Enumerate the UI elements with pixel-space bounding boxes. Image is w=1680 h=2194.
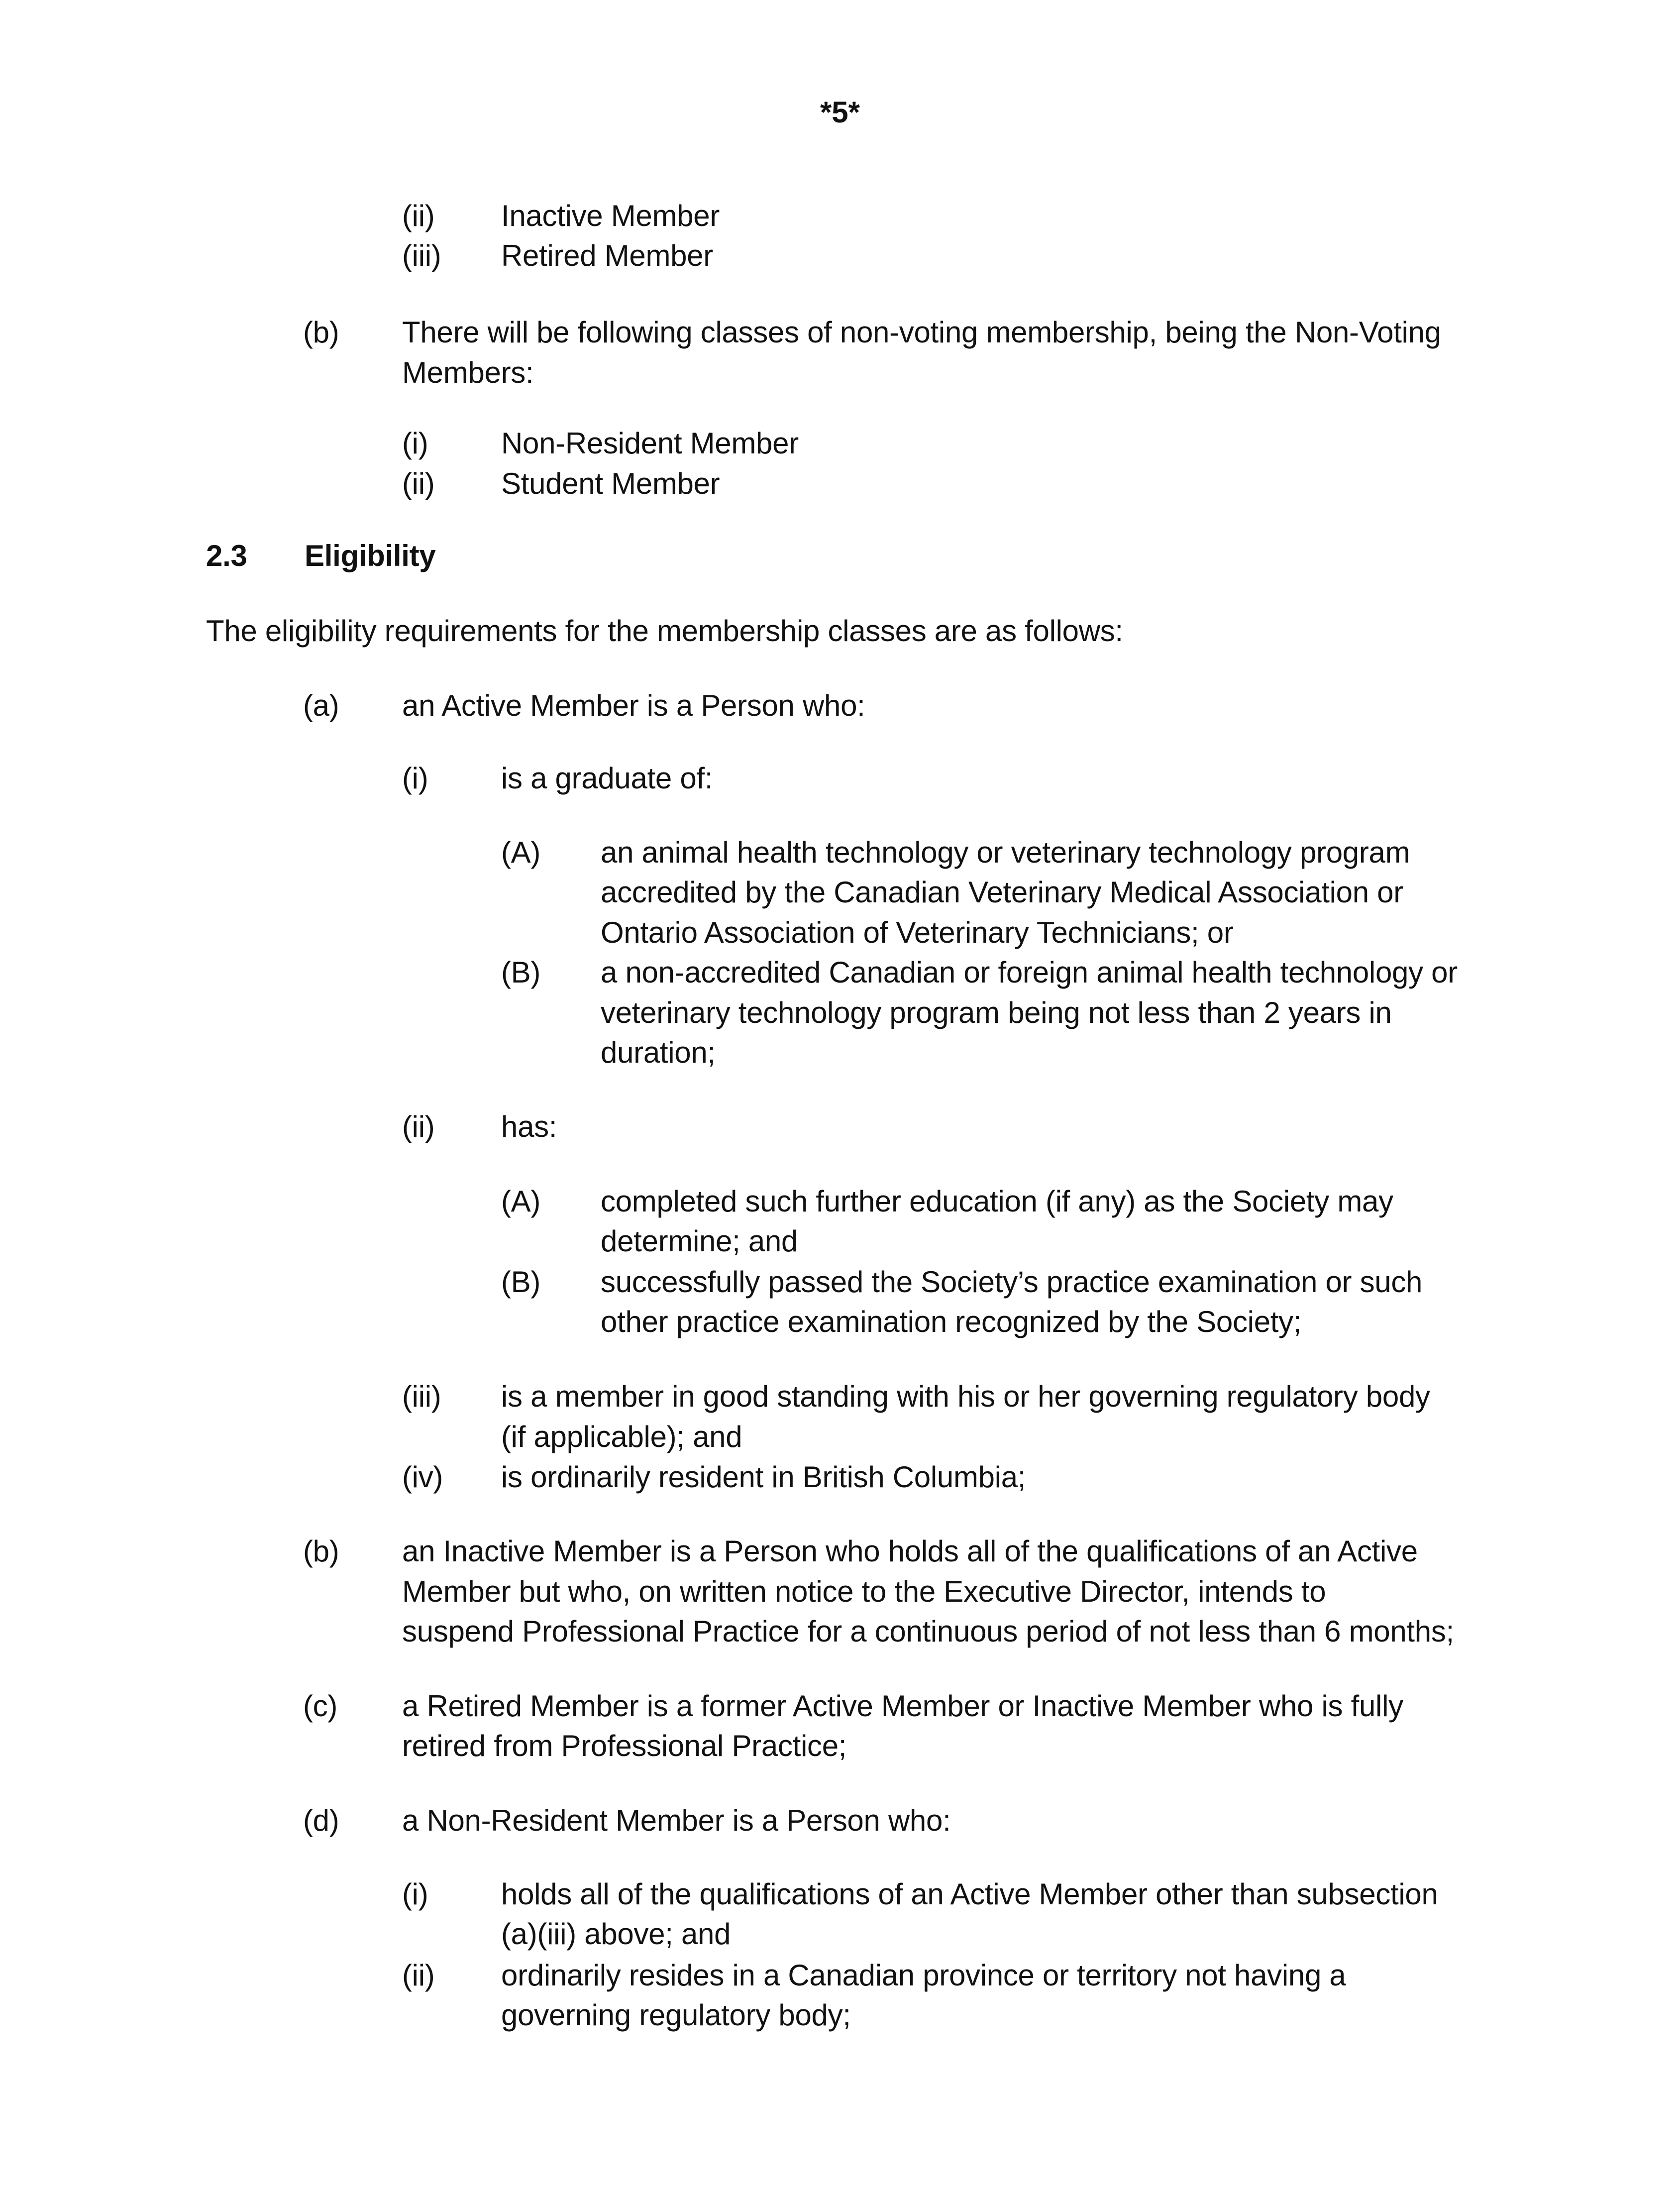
list-label: (a) <box>303 689 339 722</box>
list-label: (A) <box>501 836 541 869</box>
list-label: (B) <box>501 956 541 989</box>
list-item-text: a Non-Resident Member is a Person who: <box>402 1804 951 1837</box>
list-item-text: an animal health technology or veterinary technology program <box>601 836 1410 869</box>
list-label: (ii) <box>402 199 435 232</box>
list-item-text: determine; and <box>601 1224 798 1258</box>
list-label: (i) <box>402 1877 428 1911</box>
list-label: (i) <box>402 762 428 795</box>
list-item-text: is a graduate of: <box>501 762 713 795</box>
list-label: (c) <box>303 1689 338 1723</box>
list-label: (ii) <box>402 1110 435 1143</box>
list-label: (A) <box>501 1185 541 1218</box>
list-item-text: completed such further education (if any) as the Society may <box>601 1185 1393 1218</box>
list-item-text: ordinarily resides in a Canadian province or territory not having a <box>501 1959 1346 1992</box>
section-heading: Eligibility <box>305 539 436 572</box>
list-label: (iii) <box>402 1380 441 1413</box>
list-item-text: (if applicable); and <box>501 1420 742 1453</box>
list-item-text: suspend Professional Practice for a continuous period of not less than 6 months; <box>402 1615 1454 1648</box>
list-label: (B) <box>501 1265 541 1299</box>
list-item-text: accredited by the Canadian Veterinary Medical Association or <box>601 876 1403 909</box>
list-item-text: duration; <box>601 1036 716 1069</box>
section-number: 2.3 <box>206 539 247 572</box>
list-label: (d) <box>303 1804 339 1837</box>
page-number: *5* <box>820 96 860 129</box>
list-item-text: retired from Professional Practice; <box>402 1729 847 1762</box>
list-label: (iv) <box>402 1460 443 1494</box>
list-item-text: other practice examination recognized by the Society; <box>601 1305 1302 1338</box>
list-label: (i) <box>402 427 428 460</box>
list-item-text: an Inactive Member is a Person who holds all of the qualifications of an Active <box>402 1535 1418 1568</box>
list-item-text: Student Member <box>501 467 720 500</box>
list-item-text: a non-accredited Canadian or foreign animal health technology or <box>601 956 1458 989</box>
list-item-text: has: <box>501 1110 557 1143</box>
paragraph-line: Members: <box>402 356 534 389</box>
list-item-text: Inactive Member <box>501 199 720 232</box>
list-label: (ii) <box>402 1959 435 1992</box>
list-item-text: (a)(iii) above; and <box>501 1917 731 1951</box>
list-item-text: Ontario Association of Veterinary Technicians; or <box>601 916 1234 949</box>
list-item-text: an Active Member is a Person who: <box>402 689 865 722</box>
list-item-text: a Retired Member is a former Active Member or Inactive Member who is fully <box>402 1689 1403 1723</box>
paragraph-line: The eligibility requirements for the membership classes are as follows: <box>206 614 1123 648</box>
list-item-text: is a member in good standing with his or her governing regulatory body <box>501 1380 1430 1413</box>
list-label: (ii) <box>402 467 435 500</box>
list-item-text: holds all of the qualifications of an Active Member other than subsection <box>501 1877 1438 1911</box>
paragraph-line: There will be following classes of non-voting membership, being the Non-Voting <box>402 316 1441 349</box>
list-item-text: Member but who, on written notice to the Executive Director, intends to <box>402 1575 1326 1608</box>
list-item-text: Non-Resident Member <box>501 427 799 460</box>
list-item-text: governing regulatory body; <box>501 1998 851 2032</box>
list-item-text: veterinary technology program being not less than 2 years in <box>601 996 1392 1029</box>
list-item-text: Retired Member <box>501 239 713 272</box>
list-label: (b) <box>303 316 339 349</box>
list-item-text: is ordinarily resident in British Columbia; <box>501 1460 1026 1494</box>
list-label: (b) <box>303 1535 339 1568</box>
list-item-text: successfully passed the Society’s practice examination or such <box>601 1265 1423 1299</box>
list-label: (iii) <box>402 239 441 272</box>
